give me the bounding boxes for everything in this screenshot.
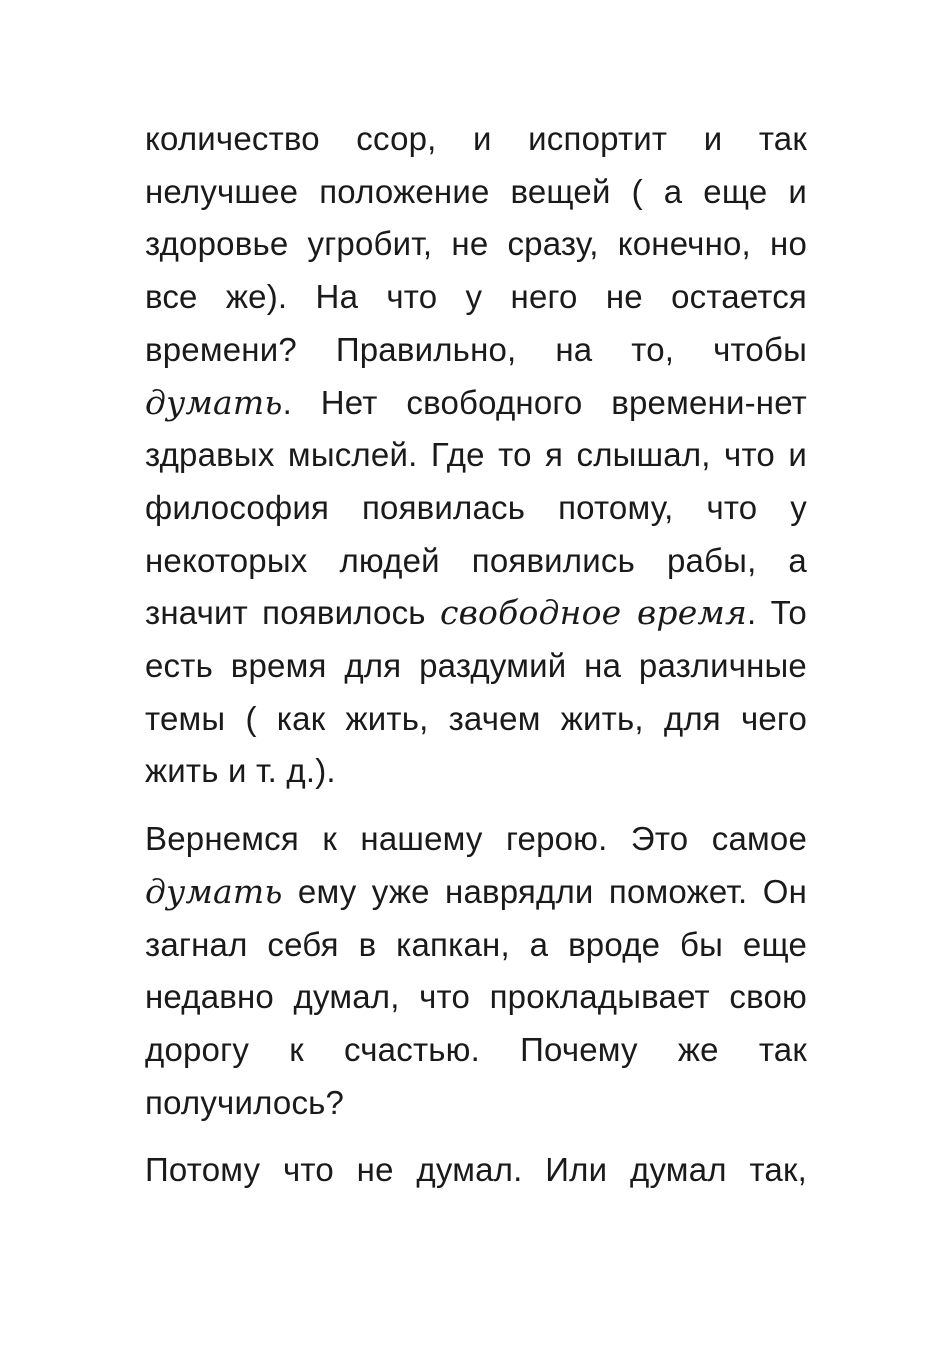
emphasis-svobodnoe-vremya: свободное время (439, 593, 748, 633)
paragraph-1-text-3: . То есть время для раздумий на различные темы ( как жить, зачем жить, для чего жить и т. д.). (145, 594, 807, 790)
paragraph-2-text-1: Вернемся к нашему герою. Это самое (145, 820, 807, 858)
paragraph-1-text-2: . Нет свободного времени-нет здравых мыслей. Где то я слышал, что и философия появилась потому, что у некоторых людей появились рабы, а значит появилось (145, 383, 807, 632)
emphasis-dumat: думать (145, 382, 283, 422)
paragraph-1-text-1: количество ссор, и испортит и так нелучшее положение вещей ( а еще и здоровье угробит, не сразу, конечно, но все же). На что у него не остается времени? Правильно, на то, чтобы (145, 120, 807, 368)
paragraph-2 (145, 813, 807, 1129)
document-page (145, 113, 807, 1212)
emphasis-dumat-2: думать (145, 871, 283, 911)
paragraph-3 (145, 1144, 807, 1197)
paragraph-2-text-2: ему уже наврядли поможет. Он загнал себя в капкан, а вроде бы еще недавно думал, что прокладывает свою дорогу к счастью. Почему же так получилось? (145, 872, 807, 1121)
paragraph-3-text: Потому что не думал. Или думал так, (145, 1151, 807, 1189)
paragraph-1 (145, 113, 807, 798)
